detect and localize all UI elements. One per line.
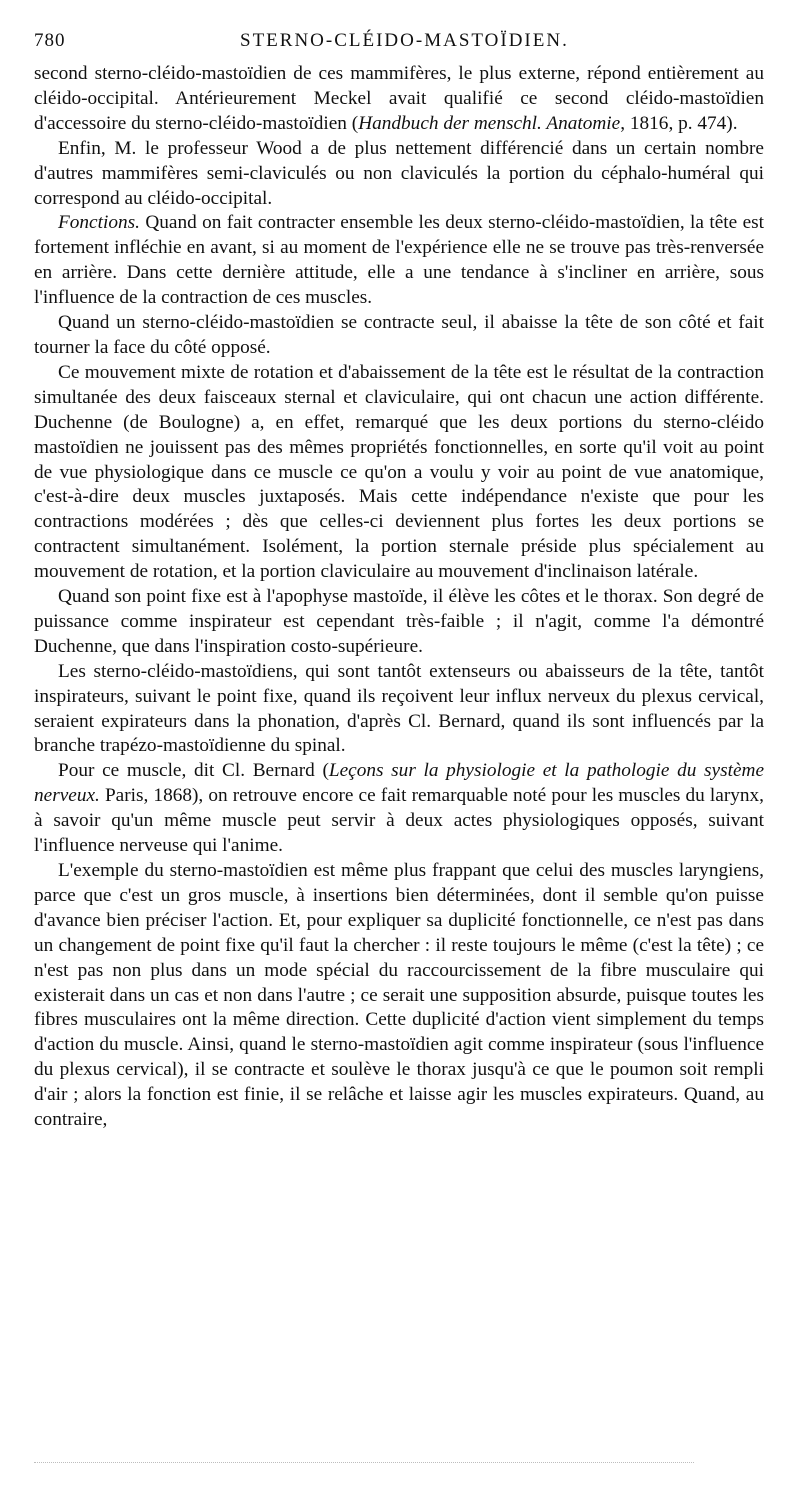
paragraph-1-text: second sterno-cléido-mastoïdien de ces mammifères, le plus externe, répond entièrement au cléido-occipital. Antérieurement Meckel avait qualifié ce second cléido-mastoïdien d'accessoire du sterno-cléido-mastoïdien ( (34, 63, 764, 134)
running-title: STERNO-CLÉIDO-MASTOÏDIEN. (240, 30, 569, 51)
citation-handbuch: Handbuch der menschl. Anatomie (358, 112, 621, 134)
paragraph-7-text: Les sterno-cléido-mastoïdiens, qui sont tantôt extenseurs ou abaisseurs de la tête, tantôt inspirateurs, suivant le point fixe, quand ils reçoivent leur influx nerveux du plexus cervical, seraient expirateurs dans la phonation, d'après Cl. Bernard, quand ils sont influencés par la branche trapézo-mastoïdienne du spinal. (34, 660, 764, 757)
paragraph-6 (34, 585, 764, 660)
paragraph-3 (34, 211, 764, 311)
page-header (34, 30, 764, 62)
citation-lecons: Leçons sur la physiologie et la pathologie du système nerveux. (34, 760, 765, 807)
page (34, 30, 764, 1133)
section-heading-fonctions: Fonctions. (58, 212, 140, 234)
paragraph-4-text: Quand un sterno-cléido-mastoïdien se contracte seul, il abaisse la tête de son côté et fait tourner la face du côté opposé. (34, 312, 764, 358)
paragraph-6-text: Quand son point fixe est à l'apophyse mastoïde, il élève les côtes et le thorax. Son degré de puissance comme inspirateur est cependant très-faible ; il n'agit, comme l'a démontré Duchenne, que dans l'inspiration costo-supérieure. (34, 586, 764, 657)
paragraph-4 (34, 311, 764, 361)
paragraph-2 (34, 137, 764, 212)
paragraph-5-text: Ce mouvement mixte de rotation et d'abaissement de la tête est le résultat de la contraction simultanée des deux faisceaux sternal et claviculaire, qui ont chacun une action différente. Duchenne (de Boulogne) a, en effet, remarqué que les deux portions du sterno-cléido mastoïdien ne jouissent pas des mêmes propriétés fonctionnelles, en sorte qu'il voit au point de vue physiologique dans ce muscle ce qu'on a voulu y voir au point de vue anatomique, c'est-à-dire deux muscles juxtaposés. Mais cette indépendance n'existe que pour les contractions modérées ; dès que celles-ci deviennent plus fortes les deux portions se contractent simultanément. Isolément, la portion sternale préside plus spécialement au mouvement de rotation, et la portion claviculaire au mouvement d'inclinaison latérale. (34, 361, 764, 583)
paragraph-8-tail: Paris, 1868), on retrouve encore ce fait remarquable noté pour les muscles du larynx, à savoir qu'un même muscle peut servir à deux actes physiologiques opposés, suivant l'influence nerveuse qui l'anime. (34, 785, 764, 857)
paragraph-5 (34, 361, 764, 585)
paragraph-3-text: Quand on fait contracter ensemble les deux sterno-cléido-mastoïdien, la tête est fortement infléchie en avant, si au moment de l'expérience elle ne se trouve pas très-renversée en arrière. Dans cette dernière attitude, elle a une tendance à s'incliner en arrière, sous l'influence de la contraction de ces muscles. (34, 212, 764, 309)
paragraph-7 (34, 660, 764, 760)
page-number: 780 (34, 30, 66, 51)
paragraph-9 (34, 859, 764, 1133)
body-text (34, 62, 764, 1133)
paragraph-8 (34, 759, 764, 859)
paragraph-1-tail: , 1816, p. 474). (620, 112, 738, 134)
paragraph-8-text: Pour ce muscle, dit Cl. Bernard ( (58, 760, 329, 782)
paragraph-9-text: L'exemple du sterno-mastoïdien est même plus frappant que celui des muscles laryngiens, parce que c'est un gros muscle, à insertions bien déterminées, dont il semble qu'on puisse d'avance bien préciser l'action. Et, pour expliquer sa duplicité fonctionnelle, ce n'est pas dans un changement de point fixe qu'il faut la chercher : il reste toujours le même (c'est la tête) ; ce n'est pas non plus dans un mode spécial du raccourcissement de la fibre musculaire qui existerait dans un cas et non dans l'autre ; ce serait une supposition absurde, puisque toutes les fibres musculaires ont la même direction. Cette duplicité d'action vient simplement du temps d'action du muscle. Ainsi, quand le sterno-mastoïdien agit comme inspirateur (sous l'influence du plexus cervical), il se contracte et soulève le thorax jusqu'à ce que le poumon soit rempli d'air ; alors la fonction est finie, il se relâche et laisse agir les muscles expirateurs. Quand, au contraire, (34, 860, 764, 1131)
paragraph-2-text: Enfin, M. le professeur Wood a de plus nettement différencié dans un certain nombre d'autres mammifères semi-claviculés ou non claviculés la portion du céphalo-huméral qui correspond au cléido-occipital. (34, 137, 764, 209)
paragraph-1 (34, 62, 764, 137)
footer-dotted-rule (34, 1462, 694, 1463)
